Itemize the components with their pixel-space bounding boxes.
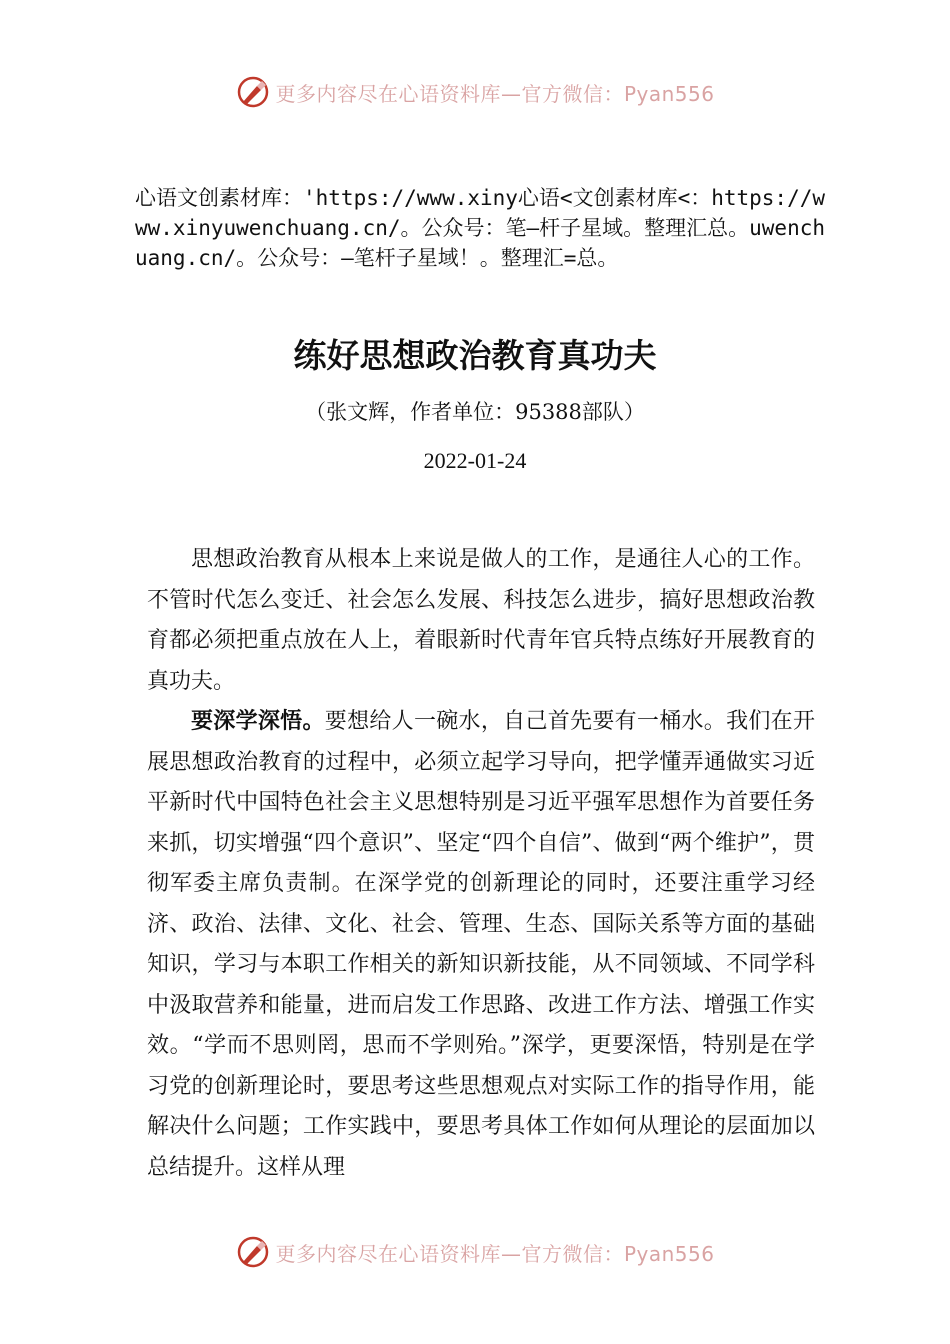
watermark-text: 更多内容尽在心语资料库—官方微信：Pyan556 (275, 1241, 715, 1266)
paragraph-intro: 思想政治教育从根本上来说是做人的工作，是通往人心的工作。不管时代怎么变迁、社会怎么发展、科技怎么进步，搞好思想政治教育都必须把重点放在人上，着眼新时代青年官兵特点练好开展教育的真功夫。 (147, 547, 815, 694)
watermark-banner-bottom (0, 1230, 950, 1274)
fountain-pen-seal-icon (235, 74, 271, 110)
article-author: （张文辉，作者单位：95388部队） (305, 400, 645, 424)
paragraph-lead: 要深学深悟。 (191, 709, 325, 734)
source-note: 心语文创素材库：'https://www.xiny心语<文创素材库<：https://www.xinyuwenchuang.cn/。公众号：笔—杆子星域。整理汇总。uwenchuang.cn/。公众号：—笔杆子星域！。整理汇=总。 (135, 186, 826, 270)
paragraph-deep-study-text: 要想给人一碗水，自己首先要有一桶水。我们在开展思想政治教育的过程中，必须立起学习导向，把学懂弄通做实习近平新时代中国特色社会主义思想特别是习近平强军思想作为首要任务来抓，切实增强“四个意识”、坚定“四个自信”、做到“两个维护”，贯彻军委主席负责制。在深学党的创新理论的同时，还要注重学习经济、政治、法律、文化、社会、管理、生态、国际关系等方面的基础知识，学习与本职工作相关的新知识新技能，从不同领域、不同学科中汲取营养和能量，进而启发工作思路、改进工作方法、增强工作实效。“学而不思则罔，思而不学则殆。”深学，更要深悟，特别是在学习党的创新理论时，要思考这些思想观点对实际工作的指导作用，能解决什么问题；工作实践中，要思考具体工作如何从理论的层面加以总结提升。这样从理 (147, 709, 815, 1180)
watermark-banner-top (0, 70, 950, 114)
article-title: 练好思想政治教育真功夫 (293, 336, 657, 375)
fountain-pen-seal-icon (235, 1234, 271, 1270)
watermark-text: 更多内容尽在心语资料库—官方微信：Pyan556 (275, 81, 715, 106)
article-body (147, 540, 815, 1188)
article-date: 2022-01-24 (423, 448, 527, 473)
paragraph-deep-study (147, 702, 815, 1188)
